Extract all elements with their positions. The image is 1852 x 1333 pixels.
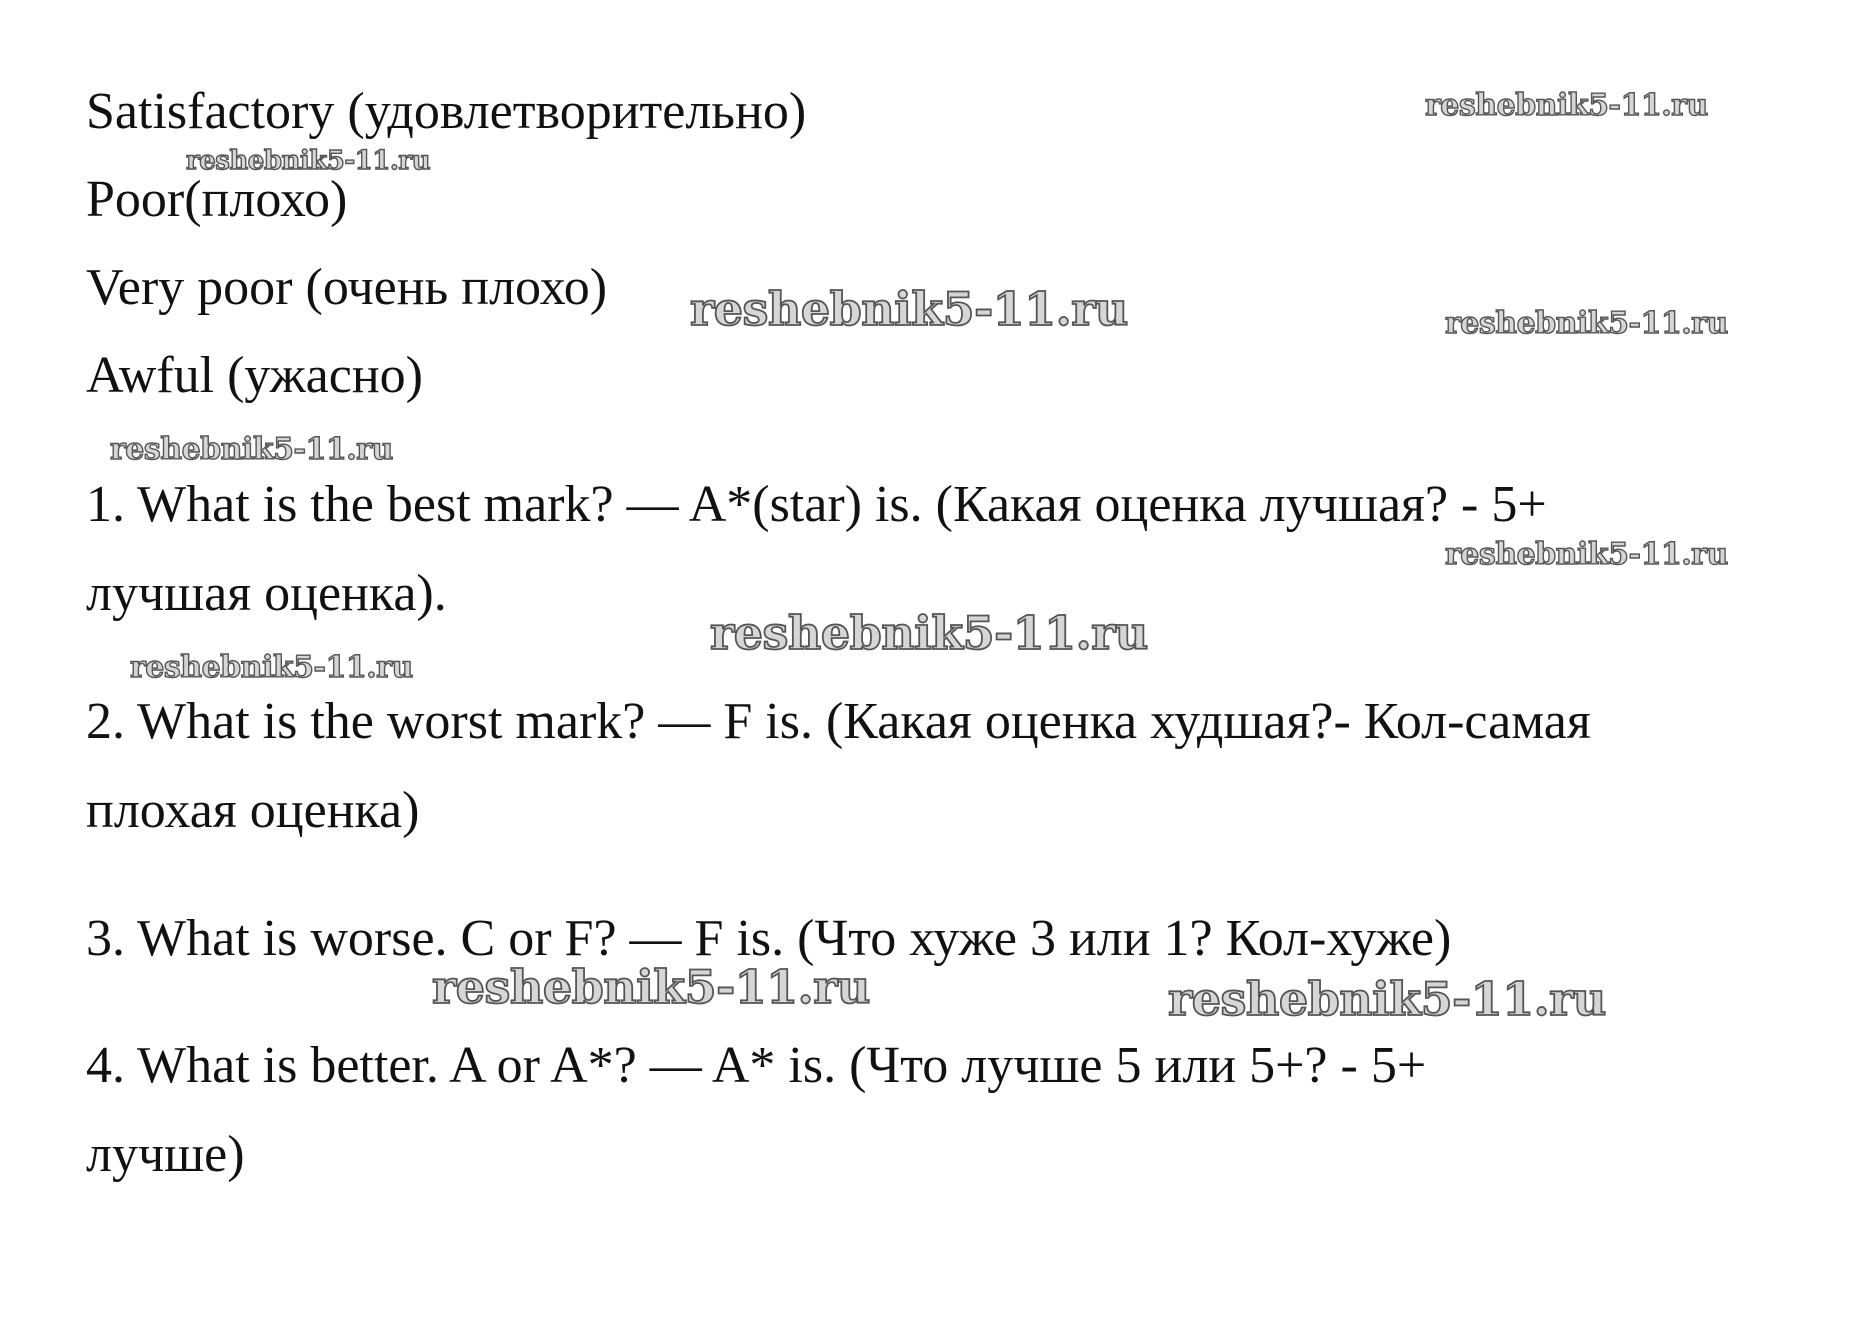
line-question-1-cont: лучшая оценка).: [86, 565, 447, 622]
watermark: reshebnik5-11.ru: [432, 960, 870, 1014]
watermark: reshebnik5-11.ru: [1445, 537, 1728, 572]
watermark: reshebnik5-11.ru: [186, 146, 431, 176]
watermark: reshebnik5-11.ru: [1425, 88, 1708, 123]
line-question-1: 1. What is the best mark? — A*(star) is. (Какая оценка лучшая? - 5+: [86, 476, 1547, 533]
watermark: reshebnik5-11.ru: [130, 650, 413, 685]
line-question-4-cont: лучше): [86, 1126, 245, 1183]
line-question-4: 4. What is better. A or A*? — A* is. (Что лучше 5 или 5+? - 5+: [86, 1037, 1427, 1094]
line-very-poor: Very poor (очень плохо): [86, 259, 608, 316]
watermark: reshebnik5-11.ru: [1445, 306, 1728, 341]
line-poor: Poor(плохо): [86, 171, 348, 228]
line-awful: Awful (ужасно): [86, 347, 423, 404]
line-satisfactory: Satisfactory (удовлетворительно): [86, 83, 807, 140]
watermark: reshebnik5-11.ru: [690, 282, 1128, 336]
line-question-2: 2. What is the worst mark? — F is. (Какая оценка худшая?- Кол-самая: [86, 693, 1591, 750]
watermark: reshebnik5-11.ru: [110, 432, 393, 467]
line-question-2-cont: плохая оценка): [86, 782, 420, 839]
watermark: reshebnik5-11.ru: [710, 606, 1148, 660]
line-question-3: 3. What is worse. C or F? — F is. (Что хуже 3 или 1? Кол-хуже): [86, 910, 1452, 967]
watermark: reshebnik5-11.ru: [1168, 972, 1606, 1026]
